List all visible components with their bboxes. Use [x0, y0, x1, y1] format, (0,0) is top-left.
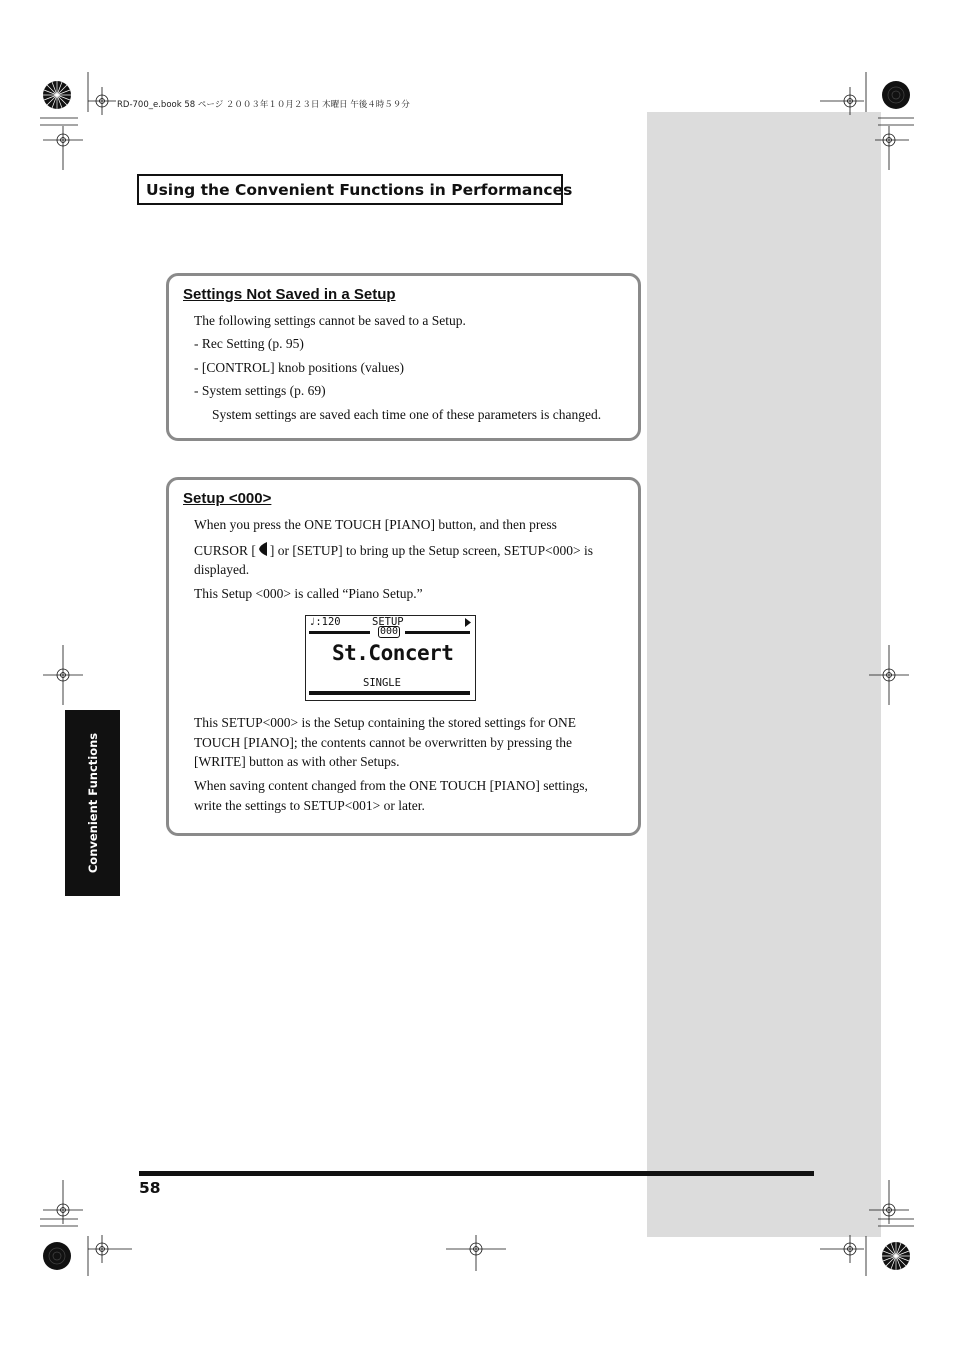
lcd-screen — [305, 615, 476, 701]
body-line: The following settings cannot be saved to a Setup. — [194, 313, 466, 328]
body-line: [WRITE] button as with other Setups. — [194, 754, 400, 769]
body-line: This Setup <000> is called “Piano Setup.” — [194, 586, 423, 601]
file-info: RD-700_e.book 58 ページ ２００３年１０月２３日 木曜日 午後４時５９分 — [117, 100, 410, 110]
lcd-bar — [309, 631, 370, 634]
settings-not-saved-box — [166, 273, 641, 441]
lcd-tempo: ♩:120 — [309, 616, 341, 628]
chapter-tab-label: Convenient Functions — [85, 732, 100, 874]
box-heading: Settings Not Saved in a Setup — [183, 286, 396, 303]
body-line: displayed. — [194, 562, 250, 577]
lcd-bar — [309, 691, 470, 695]
lcd-bar — [405, 631, 470, 634]
chapter-tab — [65, 710, 120, 896]
list-item: - Rec Setting (p. 95) — [194, 336, 304, 351]
cursor-text: CURSOR [ — [194, 543, 256, 558]
page-number: 58 — [139, 1179, 161, 1197]
lcd-number: 000 — [380, 626, 399, 637]
body-line: When saving content changed from the ONE TOUCH [PIANO] settings, — [194, 778, 588, 793]
section-title: Using the Convenient Functions in Performances — [137, 174, 563, 205]
body-line — [194, 541, 593, 561]
body-line: TOUCH [PIANO]; the contents cannot be overwritten by pressing the — [194, 735, 573, 750]
list-item: - System settings (p. 69) — [194, 383, 326, 398]
footer-rule — [139, 1171, 814, 1176]
lcd-mode: SINGLE — [363, 677, 401, 689]
triangle-right-icon — [465, 618, 471, 627]
list-item: - [CONTROL] knob positions (values) — [194, 360, 404, 375]
lcd-setup-name: St.Concert — [332, 641, 454, 665]
box-heading: Setup <000> — [183, 490, 272, 507]
body-line: write the settings to SETUP<001> or later. — [194, 798, 425, 813]
note-line: System settings are saved each time one of these parameters is changed. — [212, 407, 602, 422]
lcd-label: SETUP — [372, 616, 404, 628]
body-line: This SETUP<000> is the Setup containing the stored settings for ONE — [194, 715, 576, 730]
body-line: When you press the ONE TOUCH [PIANO] button, and then press — [194, 517, 557, 532]
cursor-text-rest: ] or [SETUP] to bring up the Setup screen, SETUP<000> is — [269, 543, 593, 558]
triangle-left-icon — [257, 542, 269, 556]
